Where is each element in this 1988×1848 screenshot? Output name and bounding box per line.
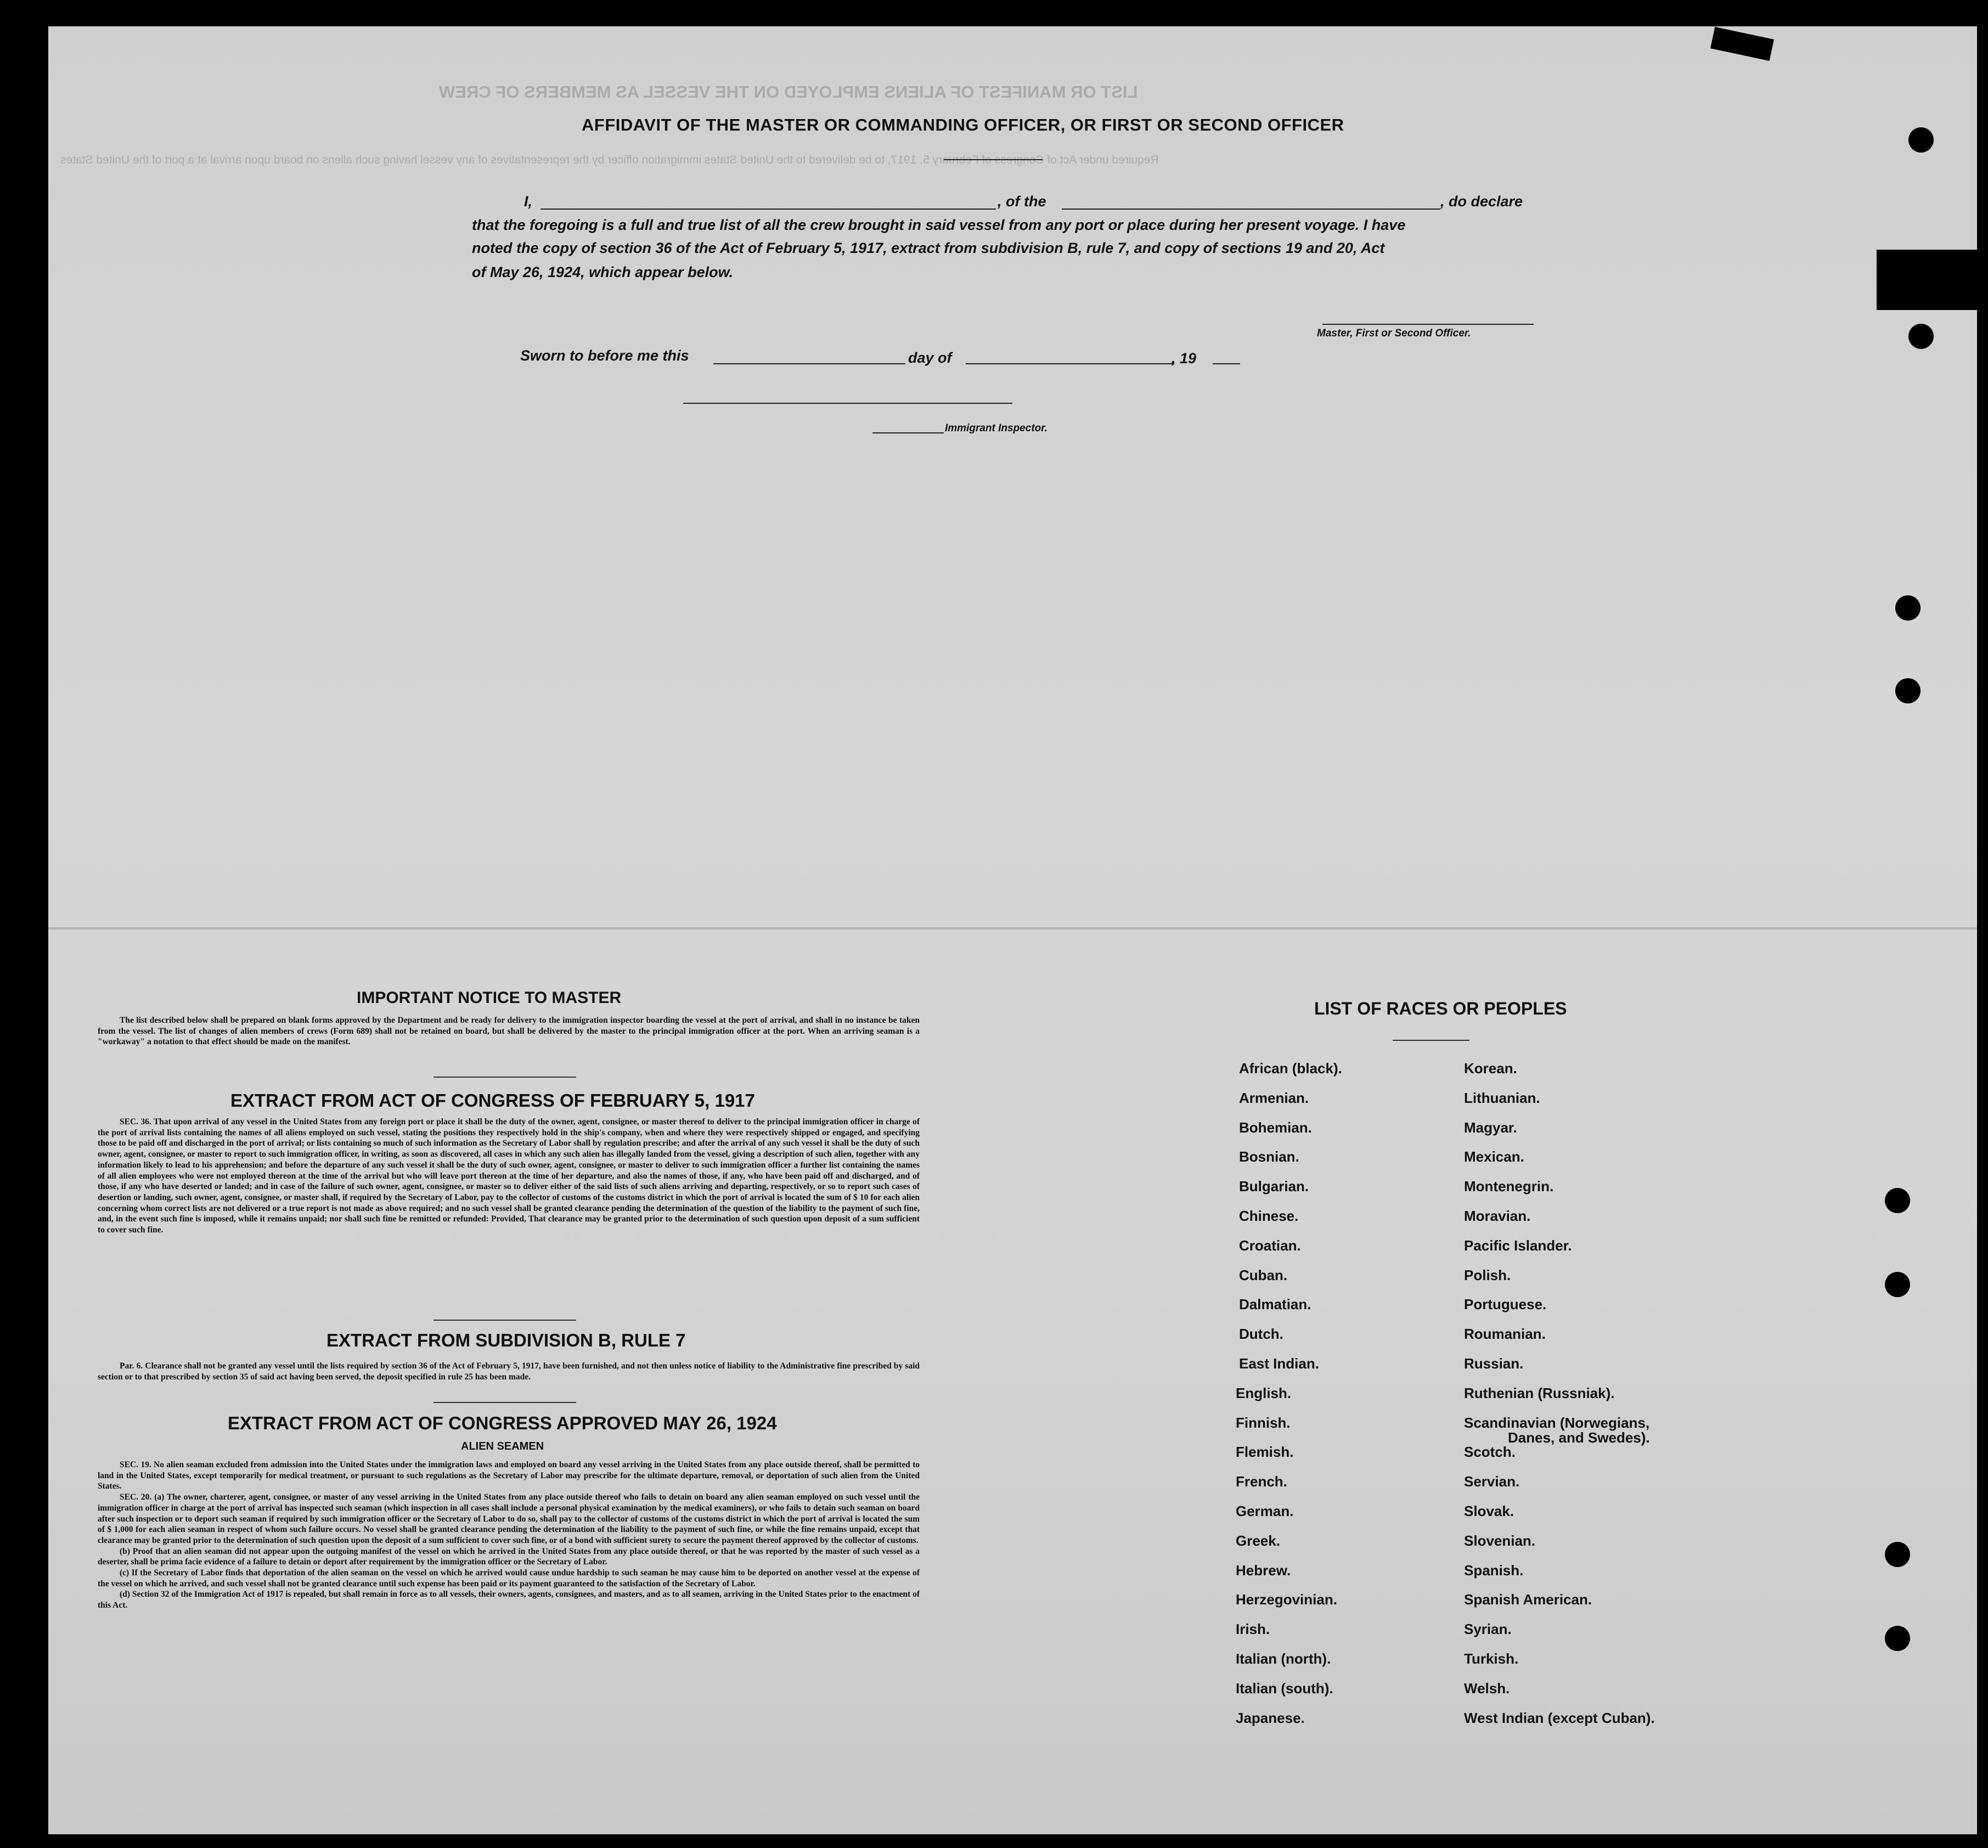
race-item: Armenian.	[1239, 1089, 1309, 1106]
sec19-paragraph: SEC. 19. No alien seaman excluded from admission into the United States under the immigration laws and employed on board any vessel arriving in the United States from any place outside thereof, shall be permitted to land in the United States, except temporarily for medical treatment, or pursuant to such regulations as the Secretary of Labor may prescribe for the ultimate departure, removal, or deportation of such alien from the United States.	[98, 1460, 920, 1491]
separator	[433, 1402, 576, 1403]
punch-hole	[1908, 127, 1934, 153]
race-item: Slovenian.	[1464, 1532, 1536, 1549]
race-item: German.	[1236, 1503, 1294, 1519]
race-item: Scandinavian (Norwegians,	[1464, 1414, 1650, 1431]
races-title: LIST OF RACES OR PEOPLES	[1314, 999, 1567, 1018]
race-item: East Indian.	[1239, 1355, 1319, 1372]
punch-hole	[1885, 1188, 1910, 1213]
title-underline	[944, 159, 1043, 160]
affidavit-line-2: that the foregoing is a full and true list of all the crew brought in said vessel from any port or place during her present voyage. I have	[472, 217, 1406, 233]
subdivision-b-title: EXTRACT FROM SUBDIVISION B, RULE 7	[326, 1330, 686, 1350]
torn-edge	[1877, 250, 1981, 310]
race-item: Syrian.	[1464, 1621, 1512, 1638]
master-signature-line	[1322, 324, 1534, 325]
races-title-underline	[1393, 1040, 1469, 1041]
alien-seamen-subtitle: ALIEN SEAMEN	[461, 1440, 544, 1452]
notice-body	[98, 1015, 920, 1047]
race-item: Magyar.	[1464, 1119, 1517, 1136]
inspector-signature-line	[683, 403, 1012, 404]
affidavit-line-4: of May 26, 1924, which appear below.	[472, 264, 734, 280]
race-item: Chinese.	[1239, 1208, 1299, 1224]
race-item: Spanish American.	[1464, 1591, 1592, 1608]
sworn-day-of: day of	[908, 350, 952, 366]
master-signature-caption: Master, First or Second Officer.	[1317, 328, 1471, 339]
sworn-year-blank	[1213, 363, 1240, 364]
race-item: Roumanian.	[1464, 1326, 1546, 1343]
extract-1924-title: EXTRACT FROM ACT OF CONGRESS APPROVED MAY 26, 1924	[228, 1413, 777, 1433]
race-item: Ruthenian (Russniak).	[1464, 1384, 1615, 1401]
race-item: Danes, and Swedes).	[1508, 1429, 1650, 1446]
race-item: Turkish.	[1464, 1650, 1519, 1667]
race-item: Moravian.	[1464, 1208, 1531, 1224]
race-item: Slovak.	[1464, 1503, 1514, 1519]
race-item: Servian.	[1464, 1473, 1520, 1490]
affidavit-title: AFFIDAVIT OF THE MASTER OR COMMANDING OFFICER, OR FIRST OR SECOND OFFICER	[582, 115, 1344, 134]
race-item: Mexican.	[1464, 1148, 1524, 1165]
race-item: Irish.	[1236, 1621, 1270, 1638]
affidavit-line-1-declare: , do declare	[1440, 193, 1523, 210]
extract-1917-title: EXTRACT FROM ACT OF CONGRESS OF FEBRUARY 5, 1917	[230, 1090, 755, 1111]
sec36-paragraph: SEC. 36. That upon arrival of any vessel in the United States from any foreign port or place it shall be the duty of the owner, agent, consignee, or master thereof to deliver to the principal immigration officer in charge of the port of arrival lists containing the names of all aliens employed on such vessel, stating the positions they respectively hold in the ship's company, when and where they were respectively shipped or engaged, and specifying those to be paid off and discharged in the port of arrival; or lists containing so much of such information as the Secretary of Labor shall by regulation prescribe; and after the arrival of any such vessel it shall be the duty of such owner, agent, consignee, or master to report to such immigration officer, in writing, as soon as discovered, all cases in which any such alien has illegally landed from the vessel, giving a description of such alien, together with any information likely to lead to his apprehension; and before the departure of any such vessel it shall be the duty of such owner, agent, consignee, or master to deliver to such immigration officer a further list containing the names of all alien employees who were not employed thereon at the time of the arrival but who will leave port thereon at the time of her departure, and also the names of those, if any, who have been paid off and discharged, and of those, if any who have deserted or landed; and in case of the failure of such owner, agent, consignee, or master so to deliver either of the said lists of such aliens arriving and departing, respectively, or so to report such cases of desertion or landing, such owner, agent, consignee, or master shall, if required by the Secretary of Labor, pay to the collector of customs of the customs district in which the port of arrival is located the sum of $ 10 for each alien concerning whom correct lists are not delivered or a true report is not made as above required; and no such vessel shall be granted clearance pending the determination of the question of the liability to the payment of such fine, and, in the event such fine is imposed, while it remains unpaid; nor shall such fine be remitted or refunded: Provided, That clearance may be granted prior to the determination of such question upon deposit of a sum sufficient to cover such fine.	[98, 1117, 920, 1235]
punch-hole	[1908, 324, 1934, 349]
sworn-month-blank	[966, 363, 1174, 364]
separator	[433, 1320, 576, 1321]
race-item: Croatian.	[1239, 1237, 1301, 1254]
race-item: Hebrew.	[1236, 1562, 1291, 1579]
inspector-caption-line	[872, 432, 944, 433]
race-item: English.	[1236, 1384, 1292, 1401]
race-item: Bulgarian.	[1239, 1178, 1309, 1195]
race-item: Bosnian.	[1239, 1148, 1299, 1165]
extract-1924-body	[98, 1460, 920, 1611]
name-blank	[540, 209, 996, 210]
notice-paragraph: The list described below shall be prepared on blank forms approved by the Department and be ready for delivery to the immigration inspector boarding the vessel at the port of arrival, and shall in no instance be taken from the vessel. The list of changes of alien members of crews (Form 689) shall not be retained on board, but shall be delivered by the master to the principal immigration officer at the port. When an arriving seaman is a "workaway" a notation to that effect should be made on the manifest.	[98, 1016, 920, 1047]
race-item: Cuban.	[1239, 1266, 1288, 1283]
race-item: Russian.	[1464, 1355, 1524, 1372]
sec20a-paragraph: SEC. 20. (a) The owner, charterer, agent, consignee, or master of any vessel arriving in the United States from any place outside thereof who fails to detain on board any alien seaman employed on such vessel until the immigration officer in charge at the port of arrival has inspected such seaman (which inspection in all cases shall include a personal physical examination by the medical examiners), or who fails to detain such seaman on board after such inspection or to deport such seaman if required by such immigration officer or the Secretary of Labor to do so, shall pay to the collector of customs of the customs district in which the port of arrival is located the sum of $ 1,000 for each alien seaman in respect of whom such failure occurs. No vessel shall be granted clearance pending the determination of the liability to the payment of such fine, or while the fine remains unpaid, except that clearance may be granted prior to the determination of such question upon the deposit of a sum sufficient to cover such fine, or of a bond with sufficient surety to secure the payment thereof approved by the collector of customs.	[98, 1492, 920, 1545]
sworn-day-blank	[713, 363, 905, 364]
race-item: Italian (south).	[1236, 1680, 1333, 1697]
race-item: Herzegovinian.	[1236, 1591, 1337, 1608]
race-item: Finnish.	[1236, 1414, 1291, 1431]
race-item: Dalmatian.	[1239, 1296, 1311, 1313]
race-item: Welsh.	[1464, 1680, 1510, 1697]
show-through-subtitle: Required under Act of Congress of February 5, 1917, to be delivered to the United States immigration officer by the representatives of any vessel having such aliens on board upon arrival at a port of the United States	[60, 154, 1159, 166]
notice-title: IMPORTANT NOTICE TO MASTER	[357, 989, 622, 1007]
race-item: West Indian (except Cuban).	[1464, 1709, 1655, 1726]
vessel-blank	[1062, 209, 1440, 210]
race-item: Korean.	[1464, 1060, 1517, 1077]
sworn-text: Sworn to before me this	[520, 347, 689, 364]
race-item: Dutch.	[1239, 1326, 1283, 1343]
punch-hole	[1885, 1542, 1910, 1567]
race-item: Pacific Islander.	[1464, 1237, 1572, 1254]
race-item: Bohemian.	[1239, 1119, 1312, 1136]
affidavit-line-3: noted the copy of section 36 of the Act of February 5, 1917, extract from subdivision B, rule 7, and copy of sections 19 and 20, Act	[472, 240, 1385, 256]
race-item: Portuguese.	[1464, 1296, 1547, 1313]
punch-hole	[1895, 595, 1921, 621]
separator	[433, 1077, 576, 1078]
fold-line	[48, 927, 1977, 929]
sworn-year: , 19	[1172, 350, 1197, 367]
race-item: Montenegrin.	[1464, 1178, 1554, 1195]
punch-hole	[1885, 1272, 1910, 1297]
race-item: French.	[1236, 1473, 1287, 1490]
subdivision-b-body	[98, 1361, 920, 1382]
race-item: Spanish.	[1464, 1562, 1524, 1579]
affidavit-line-1-of: , of the	[998, 193, 1046, 210]
race-item: Lithuanian.	[1464, 1089, 1540, 1106]
par6-paragraph: Par. 6. Clearance shall not be granted any vessel until the lists required by section 36 of the Act of February 5, 1917, have been furnished, and not then unless notice of liability to the Administrative fine prescribed by said section or to that prescribed by section 35 of said act having been served, the deposit specified in rule 25 has been made.	[98, 1361, 920, 1382]
affidavit-line-1-i: I,	[524, 193, 533, 210]
show-through-title: LIST OR MANIFEST OF ALIENS EMPLOYED ON THE VESSEL AS MEMBERS OF CREW	[439, 82, 1138, 102]
race-item: Greek.	[1236, 1532, 1280, 1549]
sec20b-paragraph: (b) Proof that an alien seaman did not appear upon the outgoing manifest of the vessel on which he arrived in the United States from any place outside thereof, or that he was reported by the master of such vessel as a deserter, shall be prima facie evidence of a failure to detain or deport after requirement by the immigration officer or the Secretary of Labor.	[98, 1546, 920, 1567]
race-item: Scotch.	[1464, 1444, 1516, 1461]
sec20c-paragraph: (c) If the Secretary of Labor finds that deportation of the alien seaman on the vessel on which he arrived would cause undue hardship to such seaman he may cause him to be deported on another vessel at the expense of the vessel on which he arrived, and such vessel shall not be granted clearance until such expense has been paid or its payment guaranteed to the satisfaction of the Secretary of Labor.	[98, 1568, 920, 1588]
race-item: Flemish.	[1236, 1444, 1294, 1461]
punch-hole	[1885, 1626, 1910, 1651]
race-item: Italian (north).	[1236, 1650, 1331, 1667]
inspector-caption: Immigrant Inspector.	[945, 422, 1047, 434]
extract-1917-body	[98, 1117, 920, 1236]
punch-hole	[1895, 678, 1921, 703]
race-item: Polish.	[1464, 1266, 1511, 1283]
race-item: Japanese.	[1236, 1709, 1305, 1726]
sec20d-paragraph: (d) Section 32 of the Immigration Act of 1917 is repealed, but shall remain in force as to all vessels, their owners, agents, consignees, and masters, and as to all seamen, arriving in the United States prior to the enactment of this Act.	[98, 1590, 920, 1610]
race-item: African (black).	[1239, 1060, 1342, 1077]
